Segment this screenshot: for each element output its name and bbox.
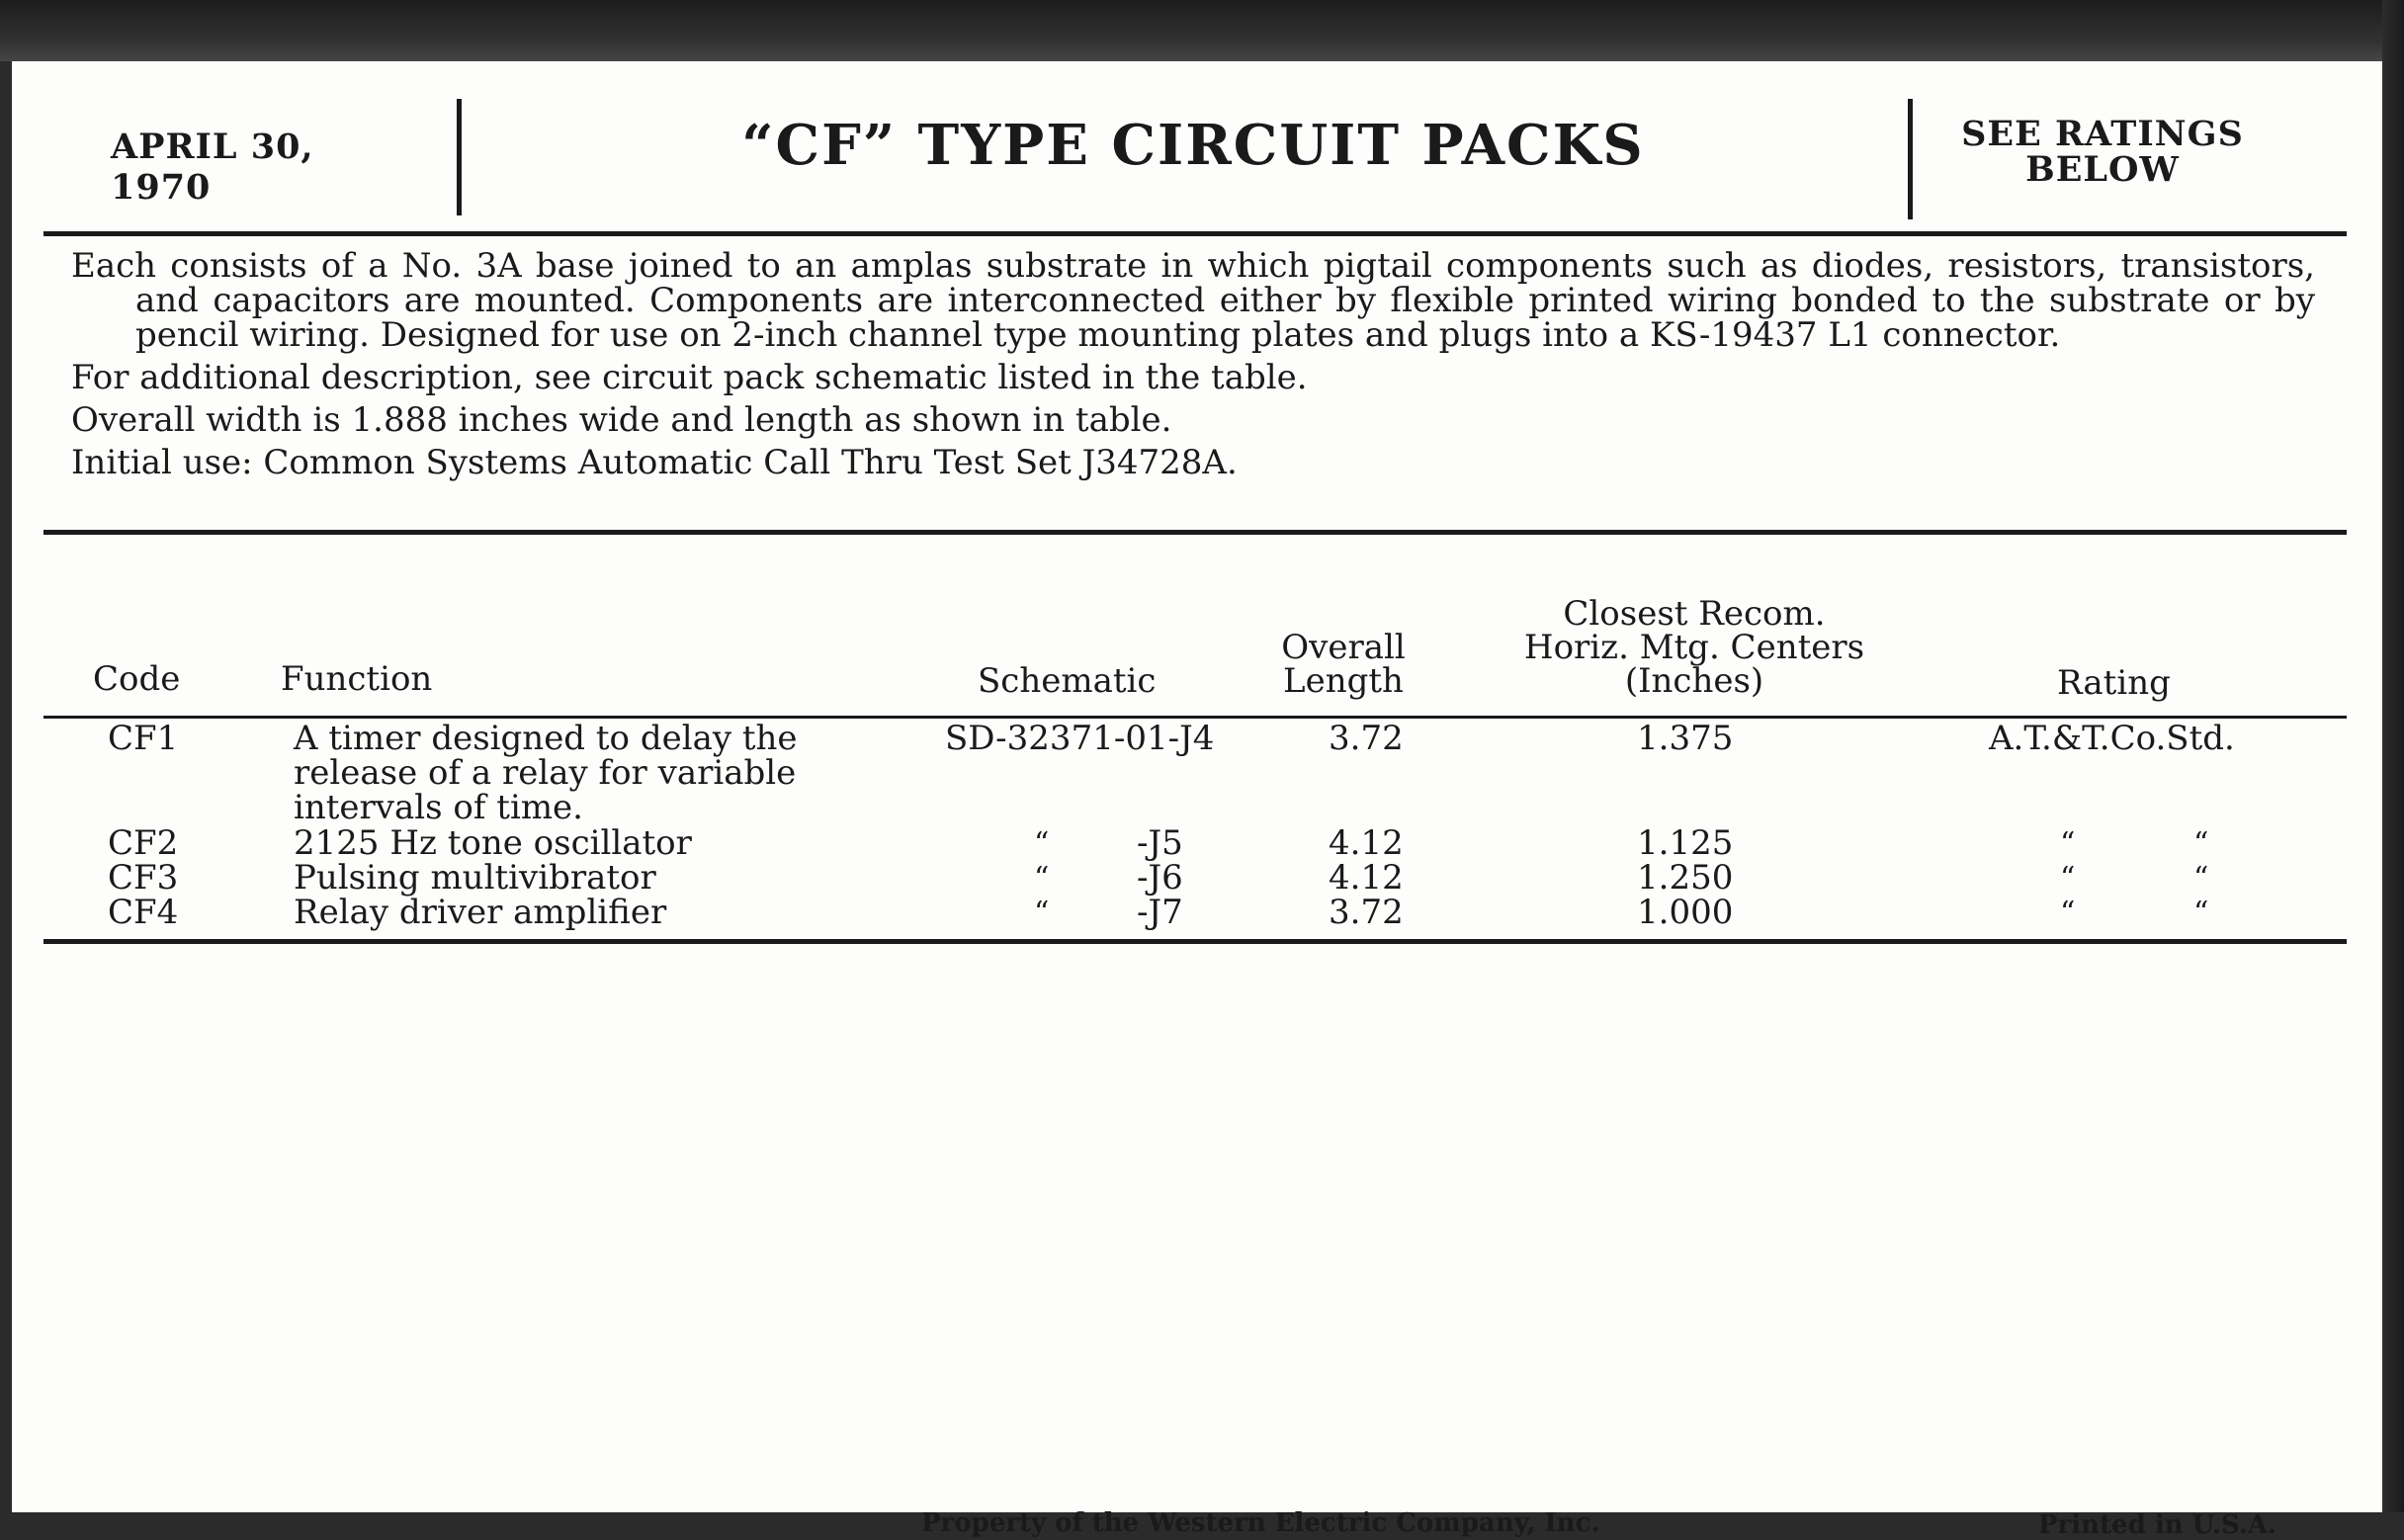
cell-centers: 1.375 bbox=[1637, 719, 1734, 758]
issue-date: APRIL 30, 1970 bbox=[111, 127, 314, 208]
cell-length: 4.12 bbox=[1329, 858, 1404, 898]
page-title: “CF” TYPE CIRCUIT PACKS bbox=[741, 113, 1645, 178]
table-row bbox=[43, 823, 2347, 863]
cell-function: Relay driver amplifier bbox=[294, 893, 667, 932]
table-row bbox=[43, 858, 2347, 898]
cell-schematic-suffix: -J7 bbox=[1137, 893, 1183, 932]
cell-code: CF3 bbox=[108, 858, 179, 898]
cell-function: 2125 Hz tone oscillator bbox=[294, 823, 692, 863]
cell-schematic-ditto: “ bbox=[1034, 896, 1050, 930]
cell-function-line: A timer designed to delay the bbox=[294, 719, 798, 758]
cell-function bbox=[294, 719, 798, 827]
column-header-length-line1: Overall bbox=[1281, 628, 1406, 667]
description-paragraph: For additional description, see circuit pack schematic listed in the table. bbox=[71, 358, 1308, 397]
column-header-schematic: Schematic bbox=[978, 661, 1157, 701]
column-header-centers-line2: Horiz. Mtg. Centers bbox=[1523, 628, 1865, 667]
cell-function: Pulsing multivibrator bbox=[294, 858, 656, 898]
cell-rating: A.T.&T.Co.Std. bbox=[1989, 719, 2235, 758]
cell-rating-ditto: “ bbox=[2193, 896, 2209, 930]
cell-centers: 1.000 bbox=[1637, 893, 1734, 932]
cell-schematic-suffix: -J5 bbox=[1137, 823, 1183, 863]
ratings-note-line2: BELOW bbox=[2025, 149, 2180, 190]
cell-length: 4.12 bbox=[1329, 823, 1404, 863]
table-top-rule bbox=[43, 530, 2347, 535]
cell-code: CF4 bbox=[108, 893, 179, 932]
table-row bbox=[43, 719, 2347, 827]
cell-schematic: SD-32371-01-J4 bbox=[945, 719, 1215, 758]
cell-rating-ditto: “ bbox=[2193, 826, 2209, 861]
cell-code: CF1 bbox=[108, 719, 179, 758]
cell-centers: 1.250 bbox=[1637, 858, 1734, 898]
column-header-length bbox=[1279, 628, 1408, 701]
column-header-centers-line1: Closest Recom. bbox=[1563, 594, 1826, 634]
property-notice: Property of the Western Electric Company, Inc. bbox=[921, 1508, 1600, 1538]
description-paragraph: Overall width is 1.888 inches wide and length as shown in table. bbox=[71, 400, 1172, 440]
header-divider-left bbox=[457, 99, 462, 215]
column-header-length-line2: Length bbox=[1283, 661, 1404, 701]
column-header-centers-line3: (Inches) bbox=[1624, 661, 1764, 701]
cell-schematic-ditto: “ bbox=[1034, 861, 1050, 896]
cell-function-line: intervals of time. bbox=[294, 788, 583, 827]
scan-top-edge bbox=[0, 0, 2404, 61]
document-card bbox=[12, 61, 2382, 1540]
header-divider-right bbox=[1908, 99, 1913, 219]
column-header-centers bbox=[1497, 594, 1892, 701]
printed-in-notice: Printed in U.S.A. bbox=[2038, 1510, 2277, 1540]
ratings-note-line1: SEE RATINGS bbox=[1961, 114, 2244, 154]
description-paragraph: Initial use: Common Systems Automatic Call Thru Test Set J34728A. bbox=[71, 443, 1238, 482]
cell-schematic-suffix: -J6 bbox=[1137, 858, 1183, 898]
ratings-note bbox=[1920, 114, 2285, 190]
cell-function-line: release of a relay for variable bbox=[294, 753, 797, 793]
cell-rating-ditto: “ bbox=[2060, 861, 2076, 896]
cell-length: 3.72 bbox=[1329, 719, 1404, 758]
column-header-rating: Rating bbox=[2057, 663, 2171, 703]
table-row bbox=[43, 893, 2347, 932]
cell-length: 3.72 bbox=[1329, 893, 1404, 932]
cell-code: CF2 bbox=[108, 823, 179, 863]
cell-rating-ditto: “ bbox=[2060, 826, 2076, 861]
cell-centers: 1.125 bbox=[1637, 823, 1734, 863]
column-header-function: Function bbox=[281, 659, 433, 699]
header-rule bbox=[43, 231, 2347, 236]
cell-rating-ditto: “ bbox=[2060, 896, 2076, 930]
cell-rating-ditto: “ bbox=[2193, 861, 2209, 896]
scan-right-edge bbox=[2382, 0, 2404, 1512]
cell-schematic-ditto: “ bbox=[1034, 826, 1050, 861]
description-paragraph: Each consists of a No. 3A base joined to an amplas substrate in which pigtail components such as diodes, resistors, transistors, and capacitors are mounted. Components are interconnected either by flexible printed wiring bonded to the substrate or by pencil wiring. Designed for use on 2-inch channel type mounting plates and plugs into a KS-19437 L1 connector. bbox=[71, 246, 2315, 355]
table-bottom-rule bbox=[43, 939, 2347, 944]
description-block bbox=[71, 246, 2315, 488]
column-header-code: Code bbox=[93, 659, 181, 699]
